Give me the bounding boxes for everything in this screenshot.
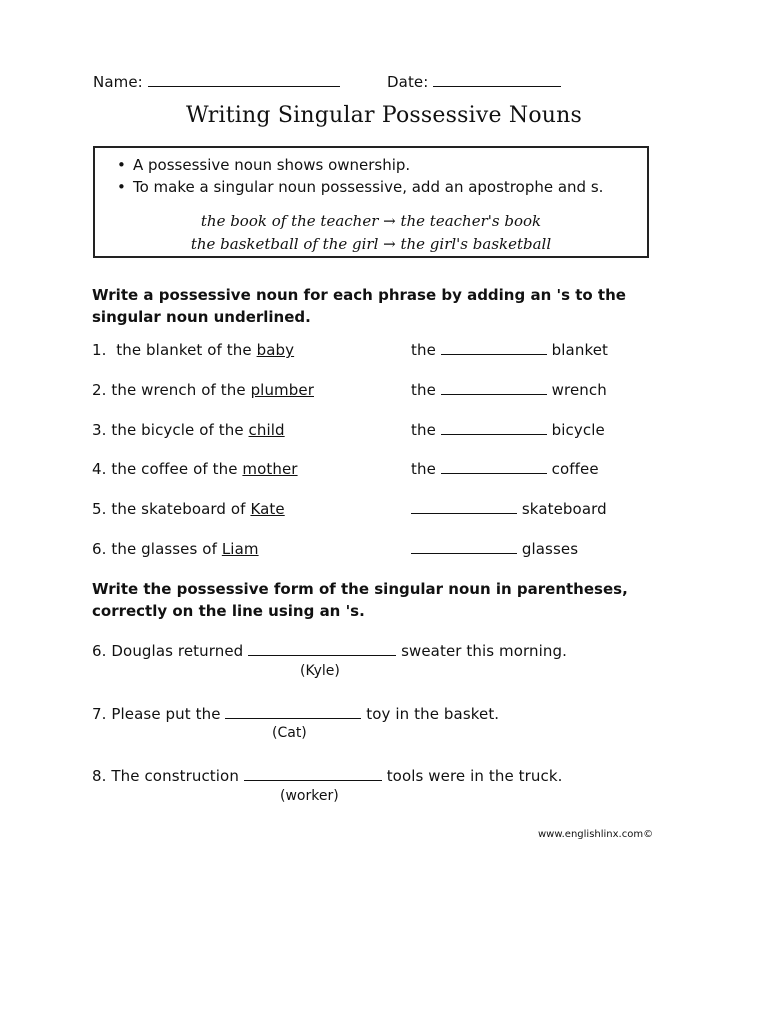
exercise-phrase: 2. the wrench of the plumber	[92, 381, 314, 399]
exercise-answer: the blanket	[411, 341, 609, 359]
exercise-answer: skateboard	[411, 500, 607, 518]
answer-blank[interactable]	[441, 461, 547, 474]
hint-noun: (Kyle)	[300, 663, 340, 679]
underlined-noun: child	[248, 421, 285, 439]
hint-noun: (worker)	[280, 788, 339, 804]
date-blank	[433, 74, 561, 87]
name-line	[93, 73, 340, 91]
sentence-item: 6. Douglas returned sweater this morning.	[92, 642, 568, 660]
exercise-answer: glasses	[411, 540, 578, 558]
info-bullet: • To make a singular noun possessive, add an apostrophe and s.	[117, 176, 603, 198]
footer-credit: www.englishlinx.com©	[538, 829, 654, 840]
underlined-noun: baby	[256, 341, 295, 359]
sentence-item: 7. Please put the toy in the basket.	[92, 705, 500, 723]
name-label: Name:	[93, 73, 143, 91]
section1-instruction: Write a possessive noun for each phrase by adding an 's to the singular noun underlined.	[92, 286, 626, 326]
exercise-phrase: 4. the coffee of the mother	[92, 460, 298, 478]
answer-blank[interactable]	[441, 342, 547, 355]
underlined-noun: Kate	[250, 500, 285, 518]
answer-blank[interactable]	[244, 768, 382, 781]
exercise-answer: the coffee	[411, 460, 599, 478]
info-bullets	[117, 154, 603, 198]
exercise-phrase: 5. the skateboard of Kate	[92, 500, 285, 518]
answer-blank[interactable]	[248, 643, 396, 656]
page-title: Writing Singular Possessive Nouns	[185, 103, 583, 128]
exercise-phrase: 6. the glasses of Liam	[92, 540, 259, 558]
underlined-noun: Liam	[221, 540, 259, 558]
exercise-phrase: 3. the bicycle of the child	[92, 421, 285, 439]
info-bullet: • A possessive noun shows ownership.	[117, 154, 603, 176]
exercise-phrase: 1. the blanket of the baby	[92, 341, 295, 359]
underlined-noun: mother	[242, 460, 298, 478]
date-line	[387, 73, 561, 91]
answer-blank[interactable]	[411, 541, 517, 554]
underlined-noun: plumber	[250, 381, 314, 399]
hint-noun: (Cat)	[272, 725, 307, 741]
answer-blank[interactable]	[441, 422, 547, 435]
section2-instruction: Write the possessive form of the singular noun in parentheses, correctly on the line using an 's.	[92, 580, 628, 620]
exercise-answer: the bicycle	[411, 421, 605, 439]
exercise-answer: the wrench	[411, 381, 607, 399]
example-line: the basketball of the girl → the girl's basketball	[190, 235, 552, 253]
example-line: the book of the teacher → the teacher's book	[200, 212, 542, 230]
answer-blank[interactable]	[441, 382, 547, 395]
info-box	[93, 146, 649, 258]
answer-blank[interactable]	[225, 706, 361, 719]
date-label: Date:	[387, 73, 429, 91]
sentence-item: 8. The construction tools were in the truck.	[92, 767, 563, 785]
answer-blank[interactable]	[411, 501, 517, 514]
name-blank	[148, 74, 340, 87]
